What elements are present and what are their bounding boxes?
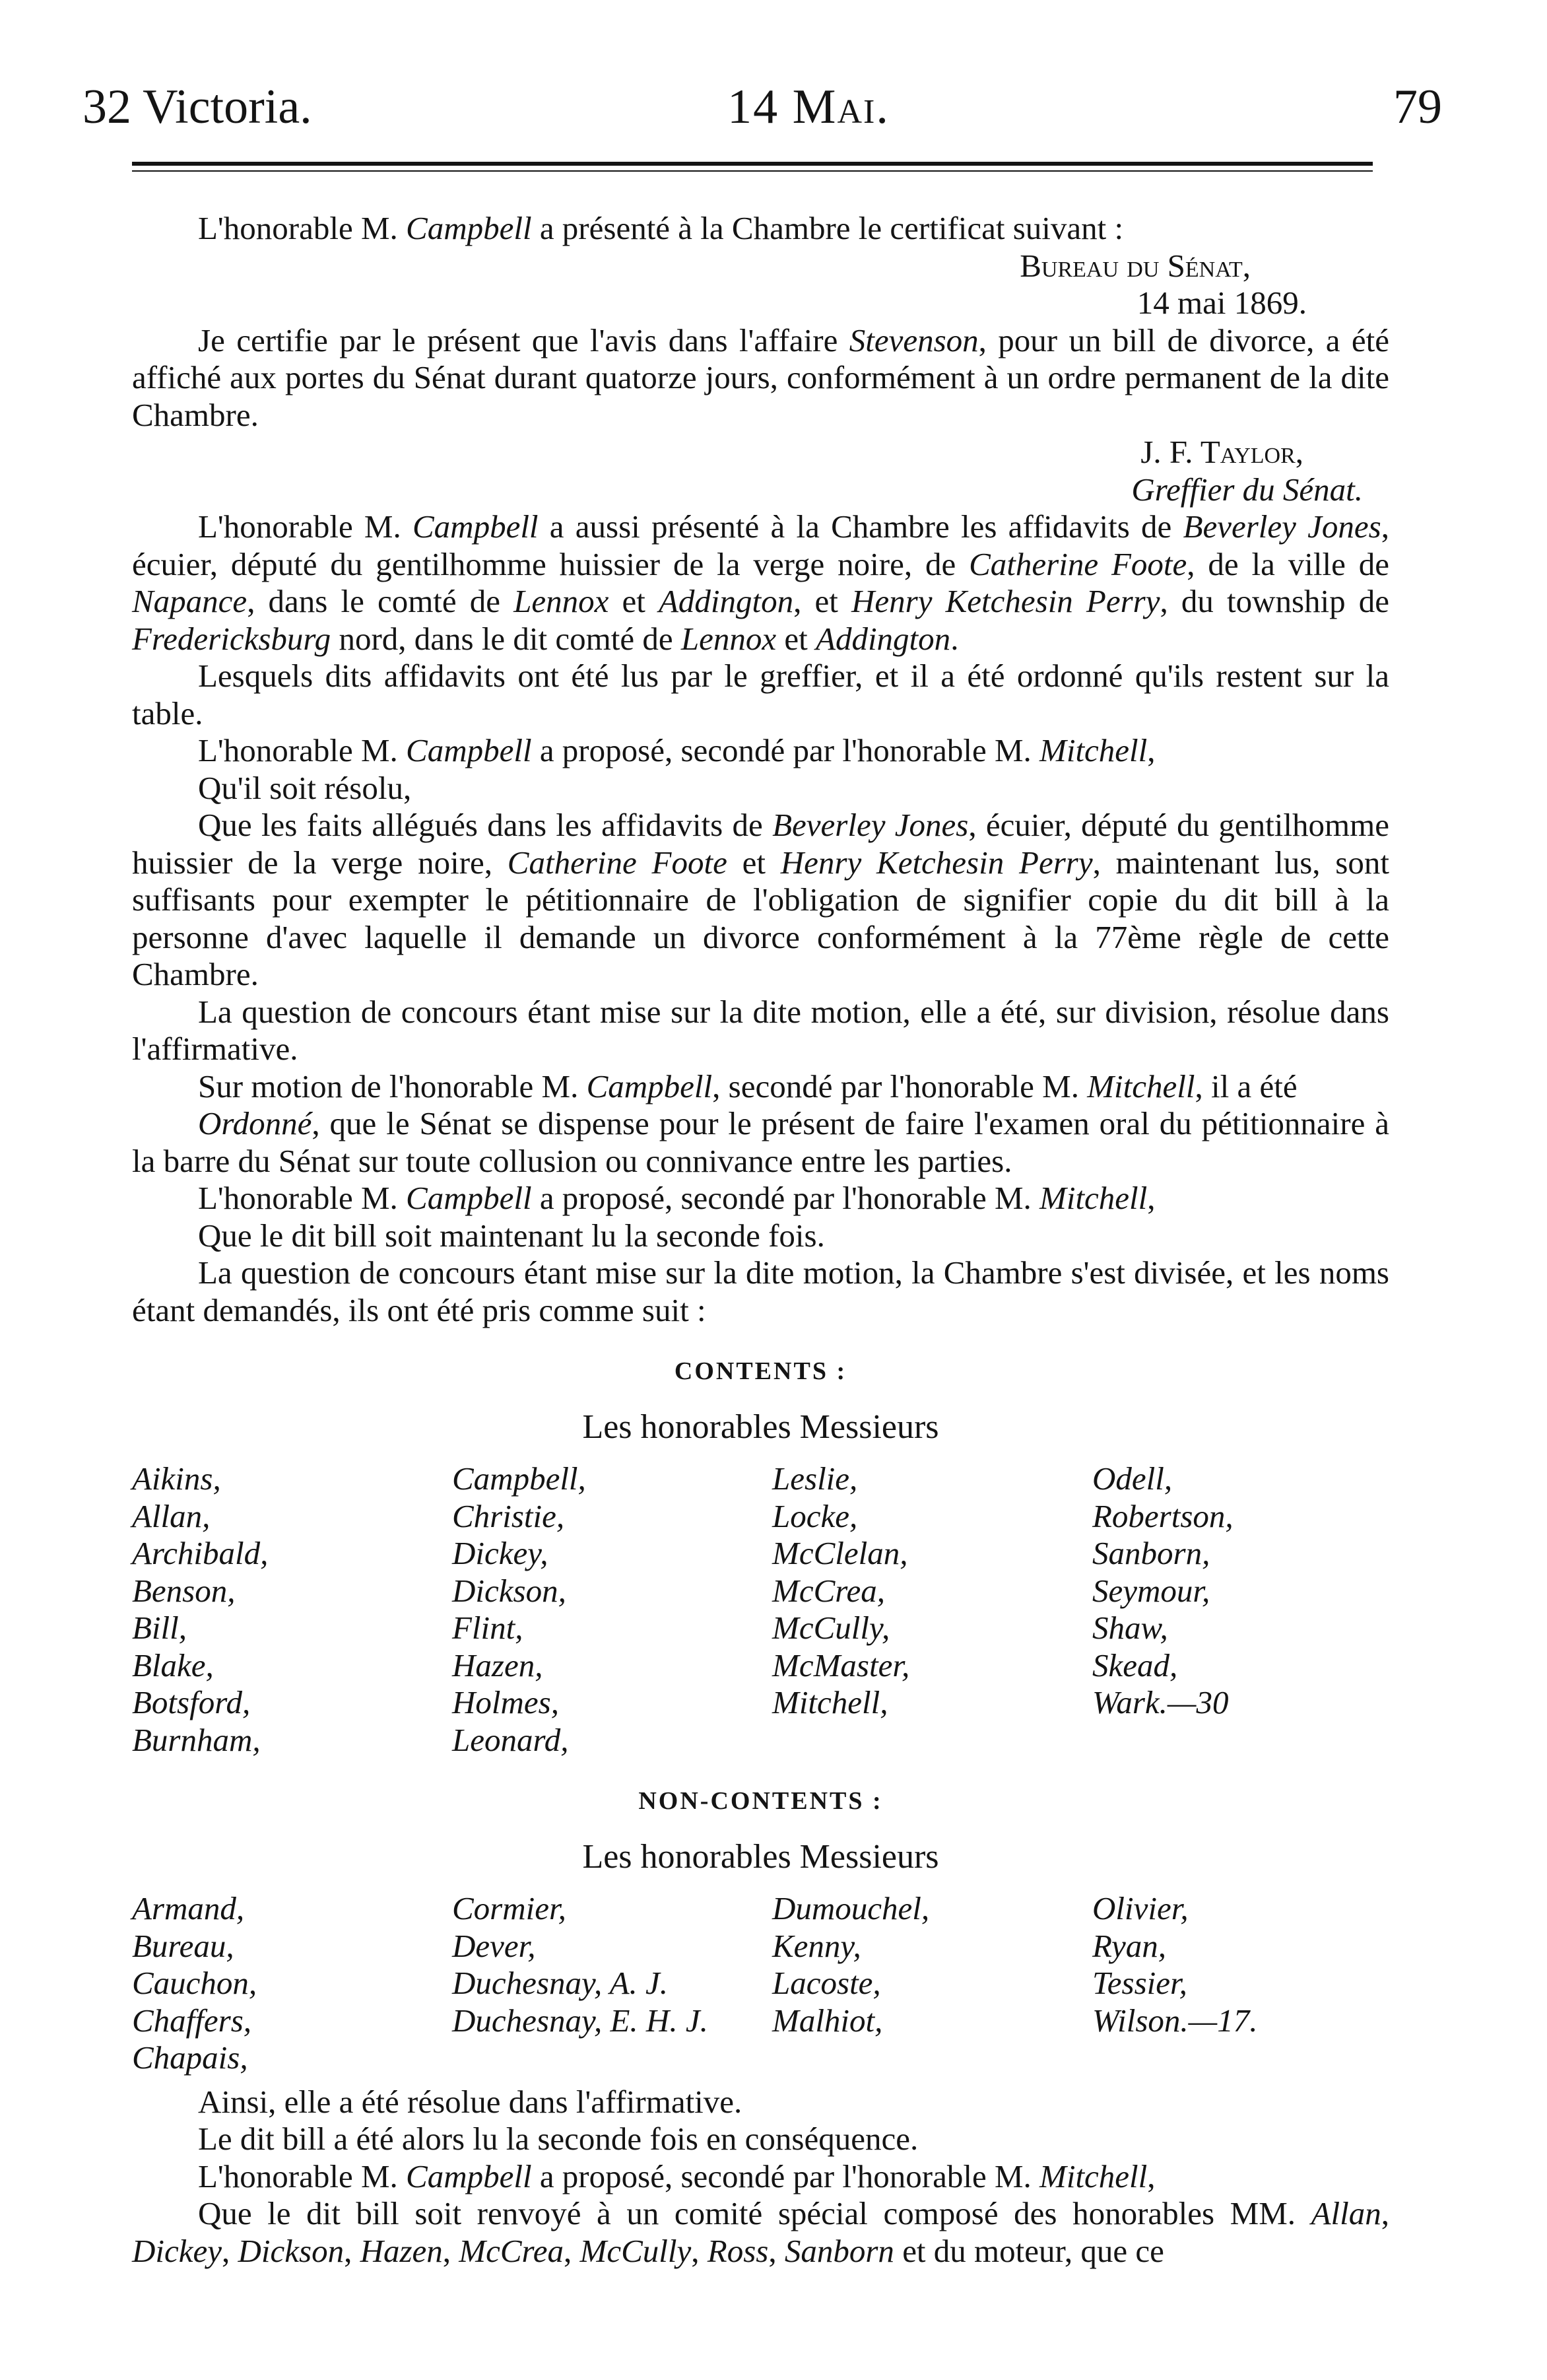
header-date: 14 Mai. [727,80,890,134]
header-rule-thick [132,162,1373,166]
contents-senator-name: Locke, [772,1497,858,1534]
non-contents-heading: NON-CONTENTS : [638,1787,883,1815]
non-contents-column [132,1890,452,2077]
non-contents-senator-name: Chaffers, [132,2002,252,2039]
certificate-text: Je certifie par le présent que l'avis dans l'affaire Stevenson, pour un bill de divorce, a été affiché aux portes du Sénat durant quatorze jours, conformément à un ordre permanent de la dite Chambre. [132,322,1389,433]
non-contents-column [772,1890,1092,2077]
contents-senator-name: Odell, [1092,1460,1173,1497]
motion-two-paragraph: Sur motion de l'honorable M. Campbell, secondé par l'honorable M. Mitchell, il a été [198,1068,1298,1105]
contents-senator-name: Christie, [452,1497,565,1534]
table-order-paragraph: Lesquels dits affidavits ont été lus par le greffier, et il a été ordonné qu'ils restent sur la table. [132,658,1389,731]
certificate-date: 14 mai 1869. [1136,285,1307,321]
page-number: 79 [1393,80,1442,134]
non-contents-senator-name: Kenny, [772,1927,861,1964]
contents-senator-name: Mitchell, [772,1684,888,1720]
non-contents-subheading: Les honorables Messieurs [582,1837,939,1876]
contents-senator-name: McCully, [772,1610,890,1646]
contents-senator-name: Dickson, [452,1572,566,1609]
header-regnal-year: 32 Victoria. [82,80,312,134]
contents-senator-name: Aikins, [132,1460,221,1497]
non-contents-name-list [132,1890,1389,2077]
contents-senator-name: Botsford, [132,1684,251,1720]
page-body [132,210,1389,2270]
non-contents-senator-name: Lacoste, [772,1965,881,2001]
contents-subheading: Les honorables Messieurs [582,1408,939,1446]
contents-senator-name: Campbell, [452,1460,586,1497]
motion-three-intro: L'honorable M. Campbell a proposé, secondé par l'honorable M. Mitchell, [198,1180,1156,1216]
motion-three-division: La question de concours étant mise sur la dite motion, la Chambre s'est divisée, et les noms étant demandés, ils ont été pris comme suit : [132,1254,1389,1328]
non-contents-senator-name: Tessier, [1092,1965,1187,2001]
contents-senator-name: Seymour, [1092,1572,1210,1609]
non-contents-senator-name: Cormier, [452,1890,566,1926]
contents-column [132,1460,452,1759]
certificate-office: Bureau du Sénat, [1020,247,1251,284]
result-affirmative: Ainsi, elle a été résolue dans l'affirmative. [198,2083,742,2120]
motion-one-resolution: Que les faits allégués dans les affidavits de Beverley Jones, écuier, député du gentilhomme huissier de la verge noire, Catherine Foote et Henry Ketchesin Perry, maintenant lus, sont suffisants pour exempter le pétitionnaire de l'obligation de signifier copie du dit bill à la personne d'avec laquelle il demande un divorce conformément à la 77ème règle de cette Chambre. [132,807,1389,992]
certificate-signer: J. F. Taylor, [1140,434,1303,470]
contents-senator-name: Burnham, [132,1721,261,1758]
non-contents-senator-name: Bureau, [132,1927,234,1964]
contents-senator-name: Dickey, [452,1535,548,1571]
non-contents-senator-name: Cauchon, [132,1965,257,2001]
non-contents-column [452,1890,772,2077]
contents-senator-name: Shaw, [1092,1610,1168,1646]
motion-one-resolved: Qu'il soit résolu, [198,769,412,806]
contents-senator-name: Skead, [1092,1647,1178,1683]
second-reading-note: Le dit bill a été alors lu la seconde fois en conséquence. [198,2121,919,2157]
contents-column [772,1460,1092,1759]
contents-senator-name: Leslie, [772,1460,858,1497]
motion-four-intro: L'honorable M. Campbell a proposé, secondé par l'honorable M. Mitchell, [198,2158,1156,2194]
non-contents-senator-name: Wilson.—17. [1092,2002,1258,2039]
running-head [82,69,1442,142]
non-contents-senator-name: Dumouchel, [772,1890,930,1926]
contents-senator-name: Benson, [132,1572,236,1609]
contents-senator-name: McCrea, [772,1572,885,1609]
affidavits-paragraph: L'honorable M. Campbell a aussi présenté à la Chambre les affidavits de Beverley Jones, écuier, député du gentilhomme huissier de la verge noire, de Catherine Foote, de la ville de Napance, dans le comté de Lennox et Addington, et Henry Ketchesin Perry, du township de Fredericksburg nord, dans le dit comté de Lennox et Addington. [132,508,1389,657]
contents-senator-name: Flint, [452,1610,523,1646]
non-contents-senator-name: Duchesnay, E. H. J. [452,2002,708,2039]
motion-two-order: Ordonné, que le Sénat se dispense pour le présent de faire l'examen oral du pétitionnaire à la barre du Sénat sur toute collusion ou connivance entre les parties. [132,1105,1389,1179]
non-contents-senator-name: Chapais, [132,2039,248,2076]
non-contents-senator-name: Armand, [132,1890,245,1926]
contents-senator-name: Blake, [132,1647,214,1683]
motion-three-text: Que le dit bill soit maintenant lu la seconde fois. [198,1217,825,1254]
contents-senator-name: Sanborn, [1092,1535,1210,1571]
contents-senator-name: Archibald, [132,1535,269,1571]
certificate-signer-title: Greffier du Sénat. [1131,471,1363,508]
non-contents-column [1092,1890,1389,2077]
contents-heading: CONTENTS : [674,1357,847,1385]
contents-senator-name: Leonard, [452,1721,569,1758]
contents-senator-name: McMaster, [772,1647,910,1683]
non-contents-senator-name: Duchesnay, A. J. [452,1965,669,2001]
contents-senator-name: Hazen, [452,1647,543,1683]
motion-one-intro: L'honorable M. Campbell a proposé, secondé par l'honorable M. Mitchell, [198,732,1156,768]
non-contents-senator-name: Olivier, [1092,1890,1189,1926]
contents-senator-name: Robertson, [1092,1497,1234,1534]
committee-referral: Que le dit bill soit renvoyé à un comité spécial composé des honorables MM. Allan, Dickey, Dickson, Hazen, McCrea, McCully, Ross, Sanborn et du moteur, que ce [132,2195,1389,2269]
non-contents-senator-name: Ryan, [1092,1927,1167,1964]
contents-column [1092,1460,1389,1759]
contents-senator-name: Wark.—30 [1092,1684,1229,1720]
contents-senator-name: Allan, [132,1497,211,1534]
contents-name-list [132,1460,1389,1759]
contents-senator-name: Holmes, [452,1684,559,1720]
certificate-intro: L'honorable M. Campbell a présenté à la Chambre le certificat suivant : [198,210,1124,246]
contents-senator-name: Bill, [132,1610,187,1646]
non-contents-senator-name: Malhiot, [772,2002,883,2039]
contents-column [452,1460,772,1759]
motion-one-outcome: La question de concours étant mise sur la dite motion, elle a été, sur division, résolue dans l'affirmative. [132,993,1389,1067]
contents-senator-name: McClelan, [772,1535,908,1571]
non-contents-senator-name: Dever, [452,1927,536,1964]
header-rule-thin [132,170,1373,172]
